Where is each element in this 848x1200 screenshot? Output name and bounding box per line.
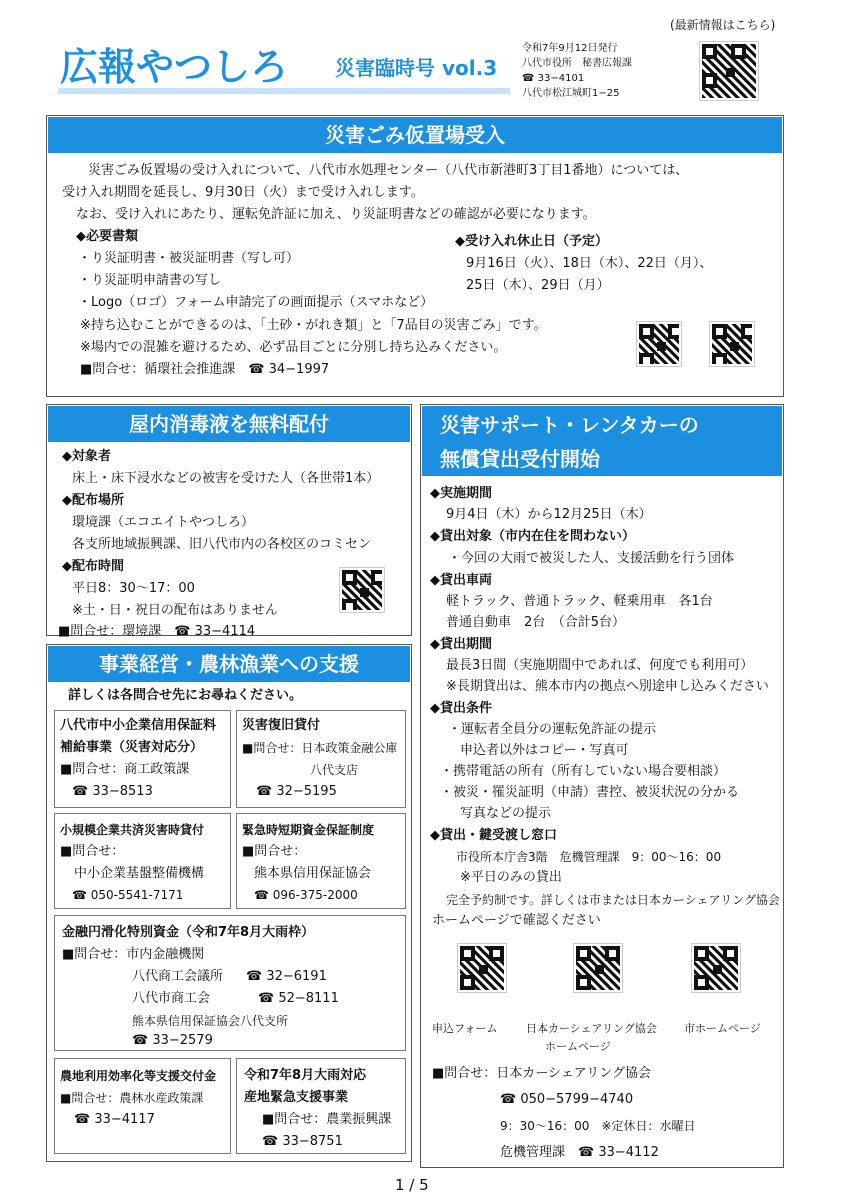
page-number: 1 / 5	[395, 1176, 429, 1194]
required-doc-item: ・り災証明申請書の写し	[78, 273, 222, 288]
disinfectant-place: 環境課（エコエイトやつしろ）	[72, 515, 255, 530]
rental-contact: ■問合せ：日本カーシェアリング協会	[432, 1066, 651, 1081]
rental-term-note: ※長期貸出は、熊本市内の拠点へ別途申し込みください	[446, 679, 769, 694]
disaster-waste-note: ※持ち込むことができるのは、「土砂・がれき類」と「7品目の災害ごみ」です。	[80, 318, 547, 333]
business-support-intro: 詳しくは各問合せ先にお尋ねください。	[68, 688, 303, 703]
qr-caption: ホームページ	[545, 1040, 611, 1053]
support-card-tel: ☎ 32−6191	[246, 969, 327, 984]
support-card-contact: ■問合せ：	[242, 844, 307, 859]
closed-days-line: 25日（木）、29日（月）	[466, 278, 610, 293]
support-card-contact: ■問合せ：日本政策金融公庫	[242, 741, 398, 755]
disaster-waste-qr-code[interactable]	[637, 322, 681, 366]
rental-condition: ・被災・罹災証明（申請）書控、被災状況の分かる	[440, 785, 740, 800]
issue-office: 八代市役所 秘書広報課	[522, 58, 632, 69]
disinfectant-place: 各支所地域振興課、旧八代市内の各校区のコミセン	[72, 537, 372, 552]
support-card-tel: ☎ 096-375-2000	[254, 888, 358, 902]
support-card-tel: ☎ 050-5541-7171	[72, 888, 184, 902]
closed-days-heading: ◆受け入れ休止日（予定）	[455, 234, 608, 249]
rental-condition: ・運転者全員分の運転免許証の提示	[448, 722, 657, 737]
disinfectant-qr-code[interactable]	[340, 568, 384, 612]
required-doc-item: ・Logo（ロゴ）フォーム申請完了の画面提示（スマホなど）	[78, 295, 434, 310]
rental-car-title	[422, 406, 782, 476]
city-homepage-qr-code[interactable]	[692, 944, 740, 992]
required-docs-heading: ◆必要書類	[76, 229, 138, 244]
support-card-title: 緊急時短期資金保証制度	[242, 823, 375, 837]
support-card-title: 八代市中小企業信用保証料	[60, 718, 217, 733]
rental-condition: ・携帯電話の所有（所有していない場合要相談）	[440, 764, 727, 779]
rental-period: 9月4日（木）から12月25日（木）	[446, 507, 652, 522]
support-card-contact: ■問合せ：商工政策課	[60, 762, 190, 777]
rental-term: 最長3日間（実施期間中であれば、何度でも利用可）	[446, 658, 754, 673]
support-card-contact: 熊本県信用保証協会	[254, 866, 372, 881]
rental-condition: 写真などの提示	[460, 806, 552, 821]
support-card-tel: ☎ 33−2579	[132, 1033, 213, 1048]
support-card-tel: ☎ 33−4117	[74, 1112, 155, 1127]
qr-caption: 日本カーシェアリング協会	[526, 1022, 657, 1035]
support-card-title: 小規模企業共済災害時貸付	[60, 823, 205, 837]
support-card-contact: ■問合せ：	[60, 844, 125, 859]
issue-date: 令和7年9月12日発行	[522, 43, 618, 54]
support-card-contact: 八代支店	[310, 763, 359, 777]
rental-period-heading: ◆実施期間	[430, 486, 492, 501]
support-card-tel: ☎ 33−8513	[72, 784, 153, 799]
disinfectant-place-heading: ◆配布場所	[62, 493, 124, 508]
support-card-contact: ■問合せ：農業振興課	[262, 1112, 392, 1127]
disinfectant-time-heading: ◆配布時間	[62, 559, 124, 574]
support-card-title: 補給事業（災害対応分）	[60, 740, 204, 755]
disaster-waste-title: 災害ごみ仮置場受入	[48, 117, 782, 153]
support-card-title: 災害復旧貸付	[242, 718, 321, 733]
rental-contact-tel: ☎ 050−5799−4740	[500, 1092, 634, 1107]
support-card-title: 農地利用効率化等支援交付金	[60, 1069, 217, 1083]
disinfectant-target: 床上・床下浸水などの被害を受けた人（各世帯1本）	[72, 471, 380, 486]
latest-info-label: (最新情報はこちら)	[670, 18, 776, 32]
rental-condition: 申込者以外はコピー・写真可	[460, 743, 629, 758]
rental-window: 市役所本庁舎3階 危機管理課 9：00〜16：00	[456, 850, 722, 864]
disinfectant-contact: ■問合せ：環境課 ☎ 33−4114	[58, 624, 256, 639]
rental-term-heading: ◆貸出期間	[430, 637, 492, 652]
rental-car-title-line: 無償貸出受付開始	[440, 447, 600, 471]
rental-window-heading: ◆貸出・鍵受渡し窓口	[430, 828, 557, 843]
reservation-note: ホームページで確認ください	[432, 913, 601, 928]
required-doc-item: ・り災証明書・被災証明書（写し可）	[78, 251, 300, 266]
disaster-waste-paragraph: 災害ごみ仮置場の受け入れについて、八代市水処理センター（八代市新港町3丁目1番地）については、	[88, 163, 689, 178]
page-title: 広報やつしろ	[60, 45, 289, 89]
support-card-contact: ■問合せ：農林水産政策課	[60, 1091, 204, 1105]
disinfectant-target-heading: ◆対象者	[62, 449, 111, 464]
disaster-waste-qr-code[interactable]	[710, 322, 754, 366]
rental-target-heading: ◆貸出対象（市内在住を問わない）	[430, 529, 635, 544]
reservation-note: 完全予約制です。詳しくは市または日本カーシェアリング協会	[446, 893, 780, 907]
rental-target: ・今回の大雨で被災した人、支援活動を行う団体	[448, 551, 735, 566]
latest-info-qr-code[interactable]	[700, 42, 758, 100]
support-card-tel: ☎ 33−8751	[262, 1134, 343, 1149]
closed-days-line: 9月16日（火）、18日（木）、22日（月）、	[466, 256, 713, 271]
rental-cars-heading: ◆貸出車両	[430, 573, 492, 588]
car-sharing-association-qr-code[interactable]	[574, 944, 622, 992]
support-card-contact: 熊本県信用保証協会八代支所	[132, 1014, 289, 1028]
application-form-qr-code[interactable]	[458, 944, 506, 992]
support-card-contact: ■問合せ：市内金融機関	[62, 947, 205, 962]
support-card-contact: 八代商工会議所	[132, 969, 224, 984]
qr-caption: 申込フォーム	[432, 1022, 498, 1035]
disaster-waste-contact: ■問合せ：循環社会推進課 ☎ 34−1997	[80, 362, 330, 377]
support-card-tel: ☎ 52−8111	[258, 991, 339, 1006]
issue-address: 八代市松江城町1−25	[522, 88, 620, 99]
business-support-title: 事業経営・農林漁業への支援	[48, 646, 410, 682]
rental-contact-dept: 危機管理課 ☎ 33−4112	[500, 1145, 659, 1160]
issue-tel: ☎ 33−4101	[522, 73, 585, 84]
rental-window-note: ※平日のみの貸出	[460, 870, 562, 885]
support-card-contact: 中小企業基盤整備機構	[74, 866, 205, 881]
support-card-contact: 八代市商工会	[132, 991, 211, 1006]
disaster-waste-paragraph: なお、受け入れにあたり、運転免許証に加え、り災証明書などの確認が必要になります。	[76, 207, 596, 222]
rental-car-title-line: 災害サポート・レンタカーの	[440, 413, 699, 437]
support-card-title: 令和7年8月大雨対応	[244, 1068, 367, 1083]
qr-caption: 市ホームページ	[684, 1022, 761, 1035]
rental-cars: 軽トラック、普通トラック、軽乗用車 各1台	[446, 594, 713, 609]
support-card-title: 金融円滑化特別資金（令和7年8月大雨枠）	[62, 925, 315, 940]
issue-subtitle: 災害臨時号 vol.3	[335, 56, 498, 80]
rental-conditions-heading: ◆貸出条件	[430, 701, 492, 716]
disinfectant-time: 平日8：30〜17：00	[72, 581, 195, 596]
support-card-tel: ☎ 32−5195	[256, 784, 337, 799]
rental-contact-hours: 9：30〜16：00 ※定休日：水曜日	[500, 1119, 696, 1133]
rental-cars: 普通自動車 2台 （合計5台）	[446, 615, 626, 630]
disinfectant-title: 屋内消毒液を無料配付	[48, 406, 410, 442]
disaster-waste-paragraph: 受け入れ期間を延長し、9月30日（火）まで受け入れします。	[62, 185, 424, 200]
support-card-title: 産地緊急支援事業	[244, 1090, 349, 1105]
disinfectant-time-note: ※土・日・祝日の配布はありません	[72, 603, 278, 618]
disaster-waste-note: ※場内での混雑を避けるため、必ず品目ごとに分別し持ち込みください。	[80, 340, 507, 355]
